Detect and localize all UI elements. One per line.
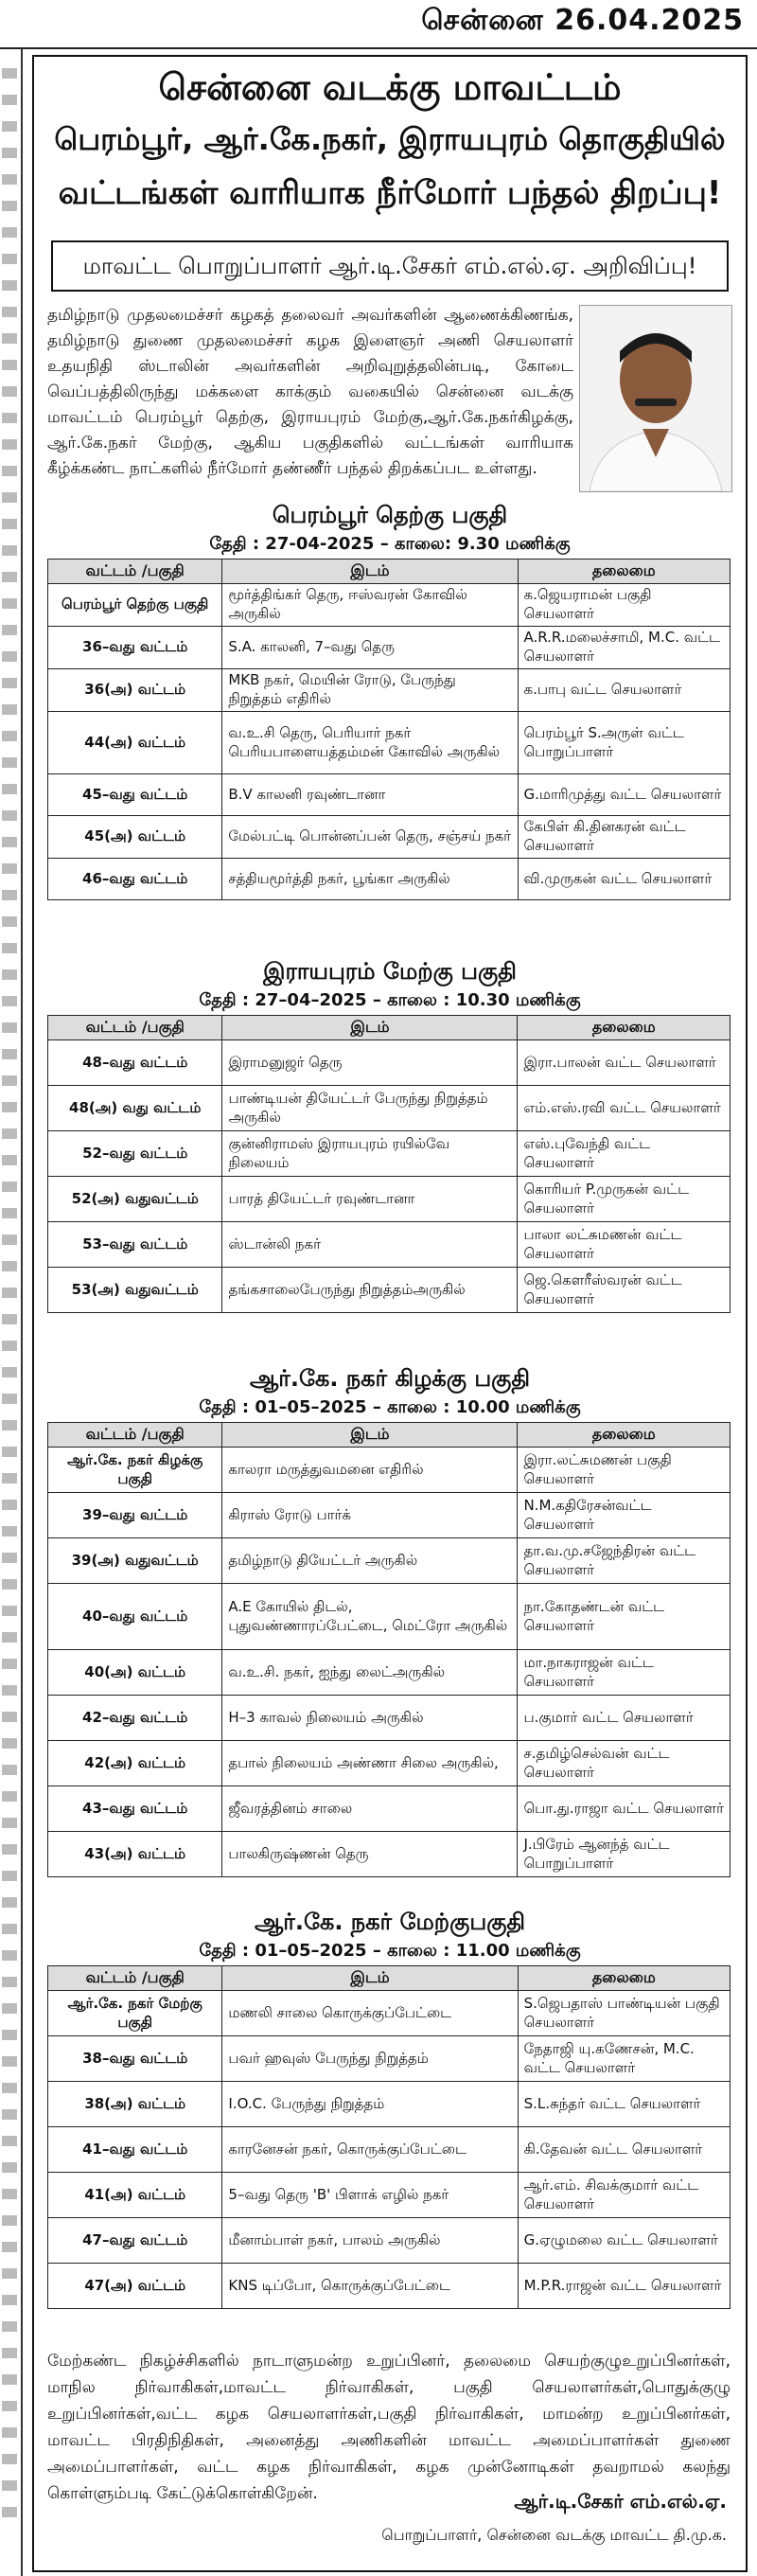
section-date-perambur-south: தேதி : 27-04-2025 – காலை: 9.30 மணிக்கு (209, 534, 571, 554)
ward-cell: 44(அ) வட்டம் (48, 712, 222, 774)
table-row (48, 1584, 731, 1650)
ward-cell: 36–வது வட்டம் (48, 627, 222, 669)
table-row (48, 1268, 731, 1313)
place-cell: மணலி சாலை கொருக்குப்பேட்டை (222, 1991, 518, 2036)
lead-cell: பாலா லட்சுமணன் வட்ட செயலாளர் (518, 1222, 731, 1268)
ward-cell: 47(அ) வட்டம் (48, 2264, 222, 2309)
table-row (48, 1131, 731, 1177)
ward-cell: 48–வது வட்டம் (48, 1040, 222, 1086)
col-ward: வட்டம் /பகுதி (48, 1423, 222, 1448)
table-header-row (48, 560, 731, 584)
table-row (48, 1991, 731, 2036)
place-cell: ஸ்டான்லி நகர் (222, 1222, 518, 1268)
place-cell: மேல்பட்டி பொன்னப்பன் தெரு, சஞ்சய் நகர் (222, 816, 518, 859)
lead-cell: க.பாபு வட்ட செயலாளர் (518, 669, 731, 712)
place-cell: தங்கசாலைபேருந்து நிறுத்தம்அருகில் (222, 1268, 518, 1313)
headline-line-2: பெரம்பூர், ஆர்.கே.நகர், இராயபுரம் தொகுதியில் (54, 121, 726, 157)
lead-cell: பெரம்பூர் S.அருள் வட்ட பொறுப்பாளர் (518, 712, 731, 774)
ward-cell: 39(அ) வதுவட்டம் (48, 1538, 222, 1584)
lead-cell: இரா.பாலன் வட்ட செயலாளர் (518, 1040, 731, 1086)
table-row (48, 1538, 731, 1584)
place-cell: H–3 காவல் நிலையம் அருகில் (222, 1696, 518, 1741)
section-heading-royapuram-west: இராயபுரம் மேற்கு பகுதி (263, 958, 517, 985)
header-date: 26.04.2025 (555, 4, 744, 37)
adjacent-column-strip (0, 49, 23, 2576)
section-heading-rk-nagar-west: ஆர்.கே. நகர் மேற்குபகுதி (254, 1909, 526, 1935)
place-cell: பாரத் தியேட்டர் ரவுண்டானா (222, 1177, 518, 1222)
ward-cell: 39–வது வட்டம் (48, 1493, 222, 1538)
headline-line-3: வட்டங்கள் வாரியாக நீர்மோர் பந்தல் திறப்பு! (58, 174, 722, 212)
place-cell: S.A. காலனி, 7–வது தெரு (222, 627, 518, 669)
col-ward: வட்டம் /பகுதி (48, 560, 222, 584)
place-cell: பாலகிருஷ்ணன் தெரு (222, 1832, 518, 1877)
section-date-rk-nagar-west: தேதி : 01–05–2025 – காலை : 11.00 மணிக்கு (199, 1941, 581, 1961)
col-place: இடம் (222, 560, 518, 584)
lead-cell: S.ஜெபதாஸ் பாண்டியன் பகுதி செயலாளர் (518, 1991, 730, 2036)
lead-cell: எம்.எஸ்.ரவி வட்ட செயலாளர் (518, 1086, 731, 1131)
ward-cell: 53–வது வட்டம் (48, 1222, 222, 1268)
portrait-photo-icon (580, 306, 731, 491)
table-row (48, 2036, 731, 2082)
table-row (48, 2173, 731, 2218)
table-row (48, 859, 731, 900)
place-cell: 5–வது தெரு 'B' பிளாக் எழில் நகர் (222, 2173, 518, 2218)
table-row (48, 774, 731, 816)
ward-cell: 45(அ) வட்டம் (48, 816, 222, 859)
lead-cell: S.L.சுந்தர் வட்ட செயலாளர் (518, 2082, 730, 2127)
lead-cell: தா.வ.மு.சஜேந்திரன் வட்ட செயலாளர் (518, 1538, 731, 1584)
lead-cell: எஸ்.புவேந்தி வட்ட செயலாளர் (518, 1131, 731, 1177)
table-row (48, 816, 731, 859)
schedule-table-rk-nagar-west (47, 1965, 731, 2309)
table-row (48, 712, 731, 774)
lead-cell: A.R.R.மலைச்சாமி, M.C. வட்ட செயலாளர் (518, 627, 731, 669)
place-cell: வ.உ.சி. நகர், ஐந்து லைட்அருகில் (222, 1650, 518, 1696)
lead-cell: க.ஜெயராமன் பகுதி செயலாளர் (518, 584, 731, 627)
table-row (48, 627, 731, 669)
place-cell: B.V காலனி ரவுண்டானா (222, 774, 518, 816)
ward-cell: ஆர்.கே. நகர் மேற்கு பகுதி (48, 1991, 222, 2036)
place-cell: I.O.C. பேருந்து நிறுத்தம் (222, 2082, 518, 2127)
col-ward: வட்டம் /பகுதி (48, 1966, 222, 1991)
place-cell: சத்தியமூர்த்தி நகர், பூங்கா அருகில் (222, 859, 518, 900)
place-cell: மூர்த்திங்கர் தெரு, ஈஸ்வரன் கோவில் அருகில் (222, 584, 518, 627)
subtitle-box: மாவட்ட பொறுப்பாளர் ஆர்.டி.சேகர் எம்.எல்.ஏ. அறிவிப்பு! (51, 240, 729, 292)
col-place: இடம் (222, 1423, 518, 1448)
table-row (48, 2264, 731, 2309)
table-row (48, 1086, 731, 1131)
ward-cell: 46–வது வட்டம் (48, 859, 222, 900)
place-cell: கிராஸ் ரோடு பார்க் (222, 1493, 518, 1538)
lead-cell: ச.தமிழ்செல்வன் வட்ட செயலாளர் (518, 1741, 731, 1786)
header-city: சென்னை (421, 4, 544, 37)
ward-cell: 43–வது வட்டம் (48, 1786, 222, 1832)
place-cell: காலரா மருத்துவமனை எதிரில் (222, 1448, 518, 1493)
ward-cell: 48(அ) வது வட்டம் (48, 1086, 222, 1131)
table-row (48, 584, 731, 627)
ward-cell: 52–வது வட்டம் (48, 1131, 222, 1177)
table-row (48, 1650, 731, 1696)
table-header-row (48, 1966, 731, 1991)
place-cell: தமிழ்நாடு தியேட்டர் அருகில் (222, 1538, 518, 1584)
col-lead: தலைமை (518, 1423, 731, 1448)
ward-cell: 41–வது வட்டம் (48, 2127, 222, 2173)
signature-name: ஆர்.டி.சேகர் எம்.எல்.ஏ. (514, 2490, 727, 2513)
place-cell: குன்னிராமஸ் இராயபுரம் ரயில்வே நிலையம் (222, 1131, 518, 1177)
schedule-table-rk-nagar-east (47, 1422, 731, 1877)
ward-cell: 42(அ) வட்டம் (48, 1741, 222, 1786)
ward-cell: 45–வது வட்டம் (48, 774, 222, 816)
col-lead: தலைமை (518, 560, 731, 584)
lead-cell: ஜெ.கௌரீஸ்வரன் வட்ட செயலாளர் (518, 1268, 731, 1313)
place-cell: MKB நகர், மெயின் ரோடு, பேருந்து நிறுத்தம் எதிரில் (222, 669, 518, 712)
col-place: இடம் (222, 1016, 518, 1040)
table-row (48, 669, 731, 712)
table-row (48, 1832, 731, 1877)
section-heading-rk-nagar-east: ஆர்.கே. நகர் கிழக்கு பகுதி (249, 1365, 531, 1392)
place-cell: வ.உ.சி தெரு, பெரியார் நகர் பெரியபாளையத்தம்மன் கோவில் அருகில் (222, 712, 518, 774)
lead-cell: ஆர்.எம். சிவக்குமார் வட்ட செயலாளர் (518, 2173, 730, 2218)
col-ward: வட்டம் /பகுதி (48, 1016, 222, 1040)
lead-cell: நேதாஜி யு.கணேசன், M.C. வட்ட செயலாளர் (518, 2036, 730, 2082)
col-lead: தலைமை (518, 1016, 731, 1040)
ward-cell: 42–வது வட்டம் (48, 1696, 222, 1741)
ward-cell: 40(அ) வட்டம் (48, 1650, 222, 1696)
lead-cell: J.பிரேம் ஆனந்த் வட்ட பொறுப்பாளர் (518, 1832, 731, 1877)
schedule-table-royapuram-west (47, 1015, 731, 1313)
announcement-article (32, 55, 748, 2572)
col-place: இடம் (222, 1966, 518, 1991)
ward-cell: ஆர்.கே. நகர் கிழக்கு பகுதி (48, 1448, 222, 1493)
table-row (48, 1040, 731, 1086)
lead-cell: N.M.கதிரேசன்வட்ட செயலாளர் (518, 1493, 731, 1538)
portrait-photo (579, 305, 732, 492)
ward-cell: 36(அ) வட்டம் (48, 669, 222, 712)
place-cell: ஜீவரத்தினம் சாலை (222, 1786, 518, 1832)
table-row (48, 1177, 731, 1222)
dateline (421, 4, 744, 41)
lead-cell: M.P.R.ராஜன் வட்ட செயலாளர் (518, 2264, 730, 2309)
table-row (48, 1696, 731, 1741)
ward-cell: 38(அ) வட்டம் (48, 2082, 222, 2127)
lead-cell: இரா.லட்சுமணன் பகுதி செயலாளர் (518, 1448, 731, 1493)
place-cell: KNS டிப்போ, கொருக்குப்பேட்டை (222, 2264, 518, 2309)
place-cell: பாண்டியன் தியேட்டர் பேருந்து நிறுத்தம் அருகில் (222, 1086, 518, 1131)
table-row (48, 1222, 731, 1268)
schedule-table-perambur-south (47, 559, 731, 900)
table-header-row (48, 1423, 731, 1448)
headline-line-1: சென்னை வடக்கு மாவட்டம் (158, 66, 622, 108)
ward-cell: 43(அ) வட்டம் (48, 1832, 222, 1877)
ward-cell: 40–வது வட்டம் (48, 1584, 222, 1650)
signature-role: பொறுப்பாளர், சென்னை வடக்கு மாவட்ட தி.மு.க. (381, 2526, 727, 2544)
place-cell: A.E கோயில் திடல், புதுவண்ணாரப்பேட்டை, மெட்ரோ அருகில் (222, 1584, 518, 1650)
place-cell: இராமனுஜர் தெரு (222, 1040, 518, 1086)
lead-cell: வி.முருகன் வட்ட செயலாளர் (518, 859, 731, 900)
table-row (48, 2082, 731, 2127)
place-cell: காரனேசன் நகர், கொருக்குப்பேட்டை (222, 2127, 518, 2173)
lead-cell: நா.கோதண்டன் வட்ட செயலாளர் (518, 1584, 731, 1650)
section-heading-perambur-south: பெரம்பூர் தெற்கு பகுதி (272, 502, 508, 528)
section-date-royapuram-west: தேதி : 27–04–2025 – காலை : 10.30 மணிக்கு (199, 990, 581, 1010)
table-row (48, 1786, 731, 1832)
ward-cell: பெரம்பூர் தெற்கு பகுதி (48, 584, 222, 627)
table-row (48, 1493, 731, 1538)
section-date-rk-nagar-east: தேதி : 01–05–2025 – காலை : 10.00 மணிக்கு (199, 1397, 581, 1417)
closing-paragraph: மேற்கண்ட நிகழ்ச்சிகளில் நாடாளுமன்ற உறுப்பினர், தலைமை செயற்குழுஉறுப்பினர்கள், மாநில நிர்வாகிகள்,மாவட்ட நிர்வாகிகள், பகுதி செயலாளர்கள்,பொதுக்குழு உறுப்பினர்கள்,வட்ட கழக செயலாளர்கள்,பகுதி நிர்வாகிகள், மாமன்ற உறுப்பினர்கள், மாவட்ட பிரதிநிதிகள், அனைத்து அணிகளின் மாவட்ட அமைப்பாளர்கள் துணை அமைப்பாளர்கள், வட்ட கழக நிர்வாகிகள், கழக முன்னோடிகள் தவறாமல் கலந்து கொள்ளும்படி கேட்டுக்கொள்கிறேன். (47, 2352, 731, 2503)
lead-cell: கொரியர் P.முருகன் வட்ட செயலாளர் (518, 1177, 731, 1222)
ward-cell: 52(அ) வதுவட்டம் (48, 1177, 222, 1222)
table-row (48, 1741, 731, 1786)
lead-cell: கேபிள் கி.தினகரன் வட்ட செயலாளர் (518, 816, 731, 859)
ward-cell: 38–வது வட்டம் (48, 2036, 222, 2082)
place-cell: தபால் நிலையம் அண்ணா சிலை அருகில், (222, 1741, 518, 1786)
lead-cell: G.மாரிமுத்து வட்ட செயலாளர் (518, 774, 731, 816)
table-row (48, 2218, 731, 2264)
table-row (48, 1448, 731, 1493)
ward-cell: 47–வது வட்டம் (48, 2218, 222, 2264)
col-lead: தலைமை (518, 1966, 730, 1991)
table-row (48, 2127, 731, 2173)
lead-cell: பொ.து.ராஜா வட்ட செயலாளர் (518, 1786, 731, 1832)
lead-cell: கி.தேவன் வட்ட செயலாளர் (518, 2127, 730, 2173)
lead-cell: G.ஏழுமலை வட்ட செயலாளர் (518, 2218, 730, 2264)
place-cell: மீனாம்பாள் நகர், பாலம் அருகில் (222, 2218, 518, 2264)
lead-cell: ப.குமார் வட்ட செயலாளர் (518, 1696, 731, 1741)
place-cell: பவர் ஹவுஸ் பேருந்து நிறுத்தம் (222, 2036, 518, 2082)
lead-cell: மா.நாகராஜன் வட்ட செயலாளர் (518, 1650, 731, 1696)
ward-cell: 53(அ) வதுவட்டம் (48, 1268, 222, 1313)
table-header-row (48, 1016, 731, 1040)
page-header (0, 0, 757, 49)
ward-cell: 41(அ) வட்டம் (48, 2173, 222, 2218)
intro-paragraph: தமிழ்நாடு முதலமைச்சர் கழகத் தலைவர் அவர்களின் ஆணைக்கிணங்க, தமிழ்நாடு துணை முதலமைச்சர் கழக இளைஞர் அணி செயலாளர் உதயநிதி ஸ்டாலின் அவர்களின் அறிவுறுத்தலின்படி, கோடை வெப்பத்திலிருந்து மக்களை காக்கும் வகையில் சென்னை வடக்கு மாவட்டம் பெரம்பூர் தெற்கு, இராயபுரம் மேற்கு,ஆர்.கே.நகர்கிழக்கு, ஆர்.கே.நகர் மேற்கு, ஆகிய பகுதிகளில் வட்டங்கள் வாரியாக கீழ்க்கண்ட நாட்களில் நீர்மோர் தண்ணீர் பந்தல் திறக்கப்பட உள்ளது. (47, 306, 573, 478)
